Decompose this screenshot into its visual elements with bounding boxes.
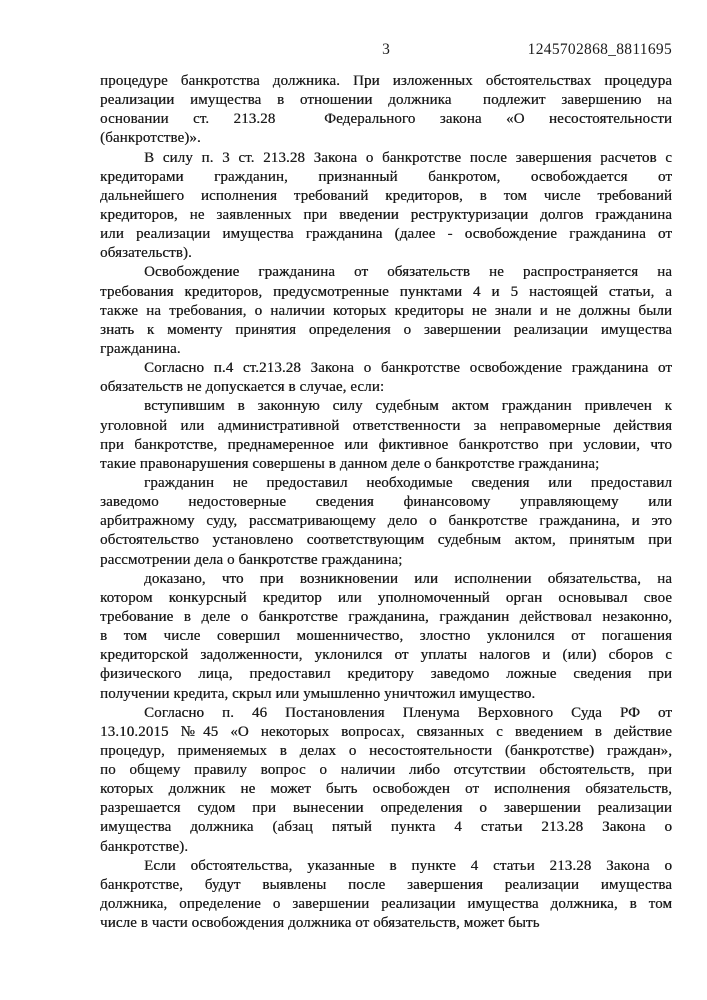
paragraph — [100, 397, 672, 474]
document-line: 13.10.2015 №45 «О некоторых вопросах, связанных с введением в действие — [100, 723, 672, 740]
document-line: (банкротстве)». — [100, 130, 201, 147]
document-line: котором конкурсный кредитор или уполномоченный орган основывал свое — [100, 589, 672, 606]
document-line: Согласно п. 46 Постановления Пленума Верховного Суда РФ от — [144, 704, 672, 721]
document-line: такие правонарушения совершены в данном деле о банкротстве гражданина; — [100, 455, 600, 472]
document-line: знать к моменту принятия определения о завершении реализации имущества — [100, 321, 672, 338]
document-line: имущества должника (абзац пятый пункта 4 статьи 213.28 Закона о — [100, 819, 672, 836]
document-line: обязательств не допускается в случае, если: — [100, 379, 385, 396]
document-line: вступившим в законную силу судебным актом гражданин привлечен к — [144, 398, 672, 415]
paragraph — [100, 857, 672, 934]
document-line: в том числе совершил мошенничество, злостно уклонился от погашения — [100, 628, 672, 645]
paragraph — [100, 704, 672, 857]
document-line: по общему правилу вопрос о наличии либо отсутствии обстоятельств, при — [100, 762, 672, 779]
document-line: гражданина. — [100, 340, 181, 357]
paragraph — [100, 149, 672, 264]
document-line: дальнейшего исполнения требований кредиторов, в том числе требований — [100, 187, 672, 204]
paragraph — [100, 570, 672, 704]
document-line: банкротстве). — [100, 838, 189, 855]
document-line: должника, определение о завершении реализации имущества должника, в том — [100, 896, 672, 913]
paragraph — [100, 72, 672, 149]
document-line: кредиторов, не заявленных при введении реструктуризации долгов гражданина — [100, 206, 672, 223]
document-line: рассмотрении дела о банкротстве гражданина; — [100, 551, 403, 568]
document-line: при банкротстве, преднамеренное или фиктивное банкротство при условии, что — [100, 436, 672, 453]
document-line: Если обстоятельства, указанные в пункте 4 статьи 213.28 Закона о — [144, 857, 672, 874]
document-line: арбитражному суду, рассматривающему дело о банкротстве гражданина, и это — [100, 513, 672, 530]
document-line: числе в части освобождения должника от обязательств, может быть — [100, 915, 540, 932]
document-line: процедуре банкротства должника. При изложенных обстоятельствах процедура — [100, 73, 672, 89]
document-body — [100, 72, 672, 933]
document-line: требования кредиторов, предусмотренные пунктами 4 и 5 настоящей статьи, а — [100, 283, 672, 300]
document-line: Согласно п.4 ст.213.28 Закона о банкротстве освобождение гражданина от — [144, 360, 672, 377]
document-line: уголовной или административной ответственности за неправомерные действия — [100, 417, 672, 434]
paragraph — [100, 263, 672, 359]
paragraph — [100, 359, 672, 397]
page-number: 3 — [382, 41, 390, 58]
document-line: которых должник не может быть освобожден от исполнения обязательств, — [100, 781, 672, 798]
document-line: получении кредита, скрыл или умышленно уничтожил имущество. — [100, 685, 536, 702]
document-line: гражданин не предоставил необходимые сведения или предоставил — [144, 474, 672, 491]
document-line: Освобождение гражданина от обязательств не распространяется на — [144, 264, 672, 281]
document-line: банкротстве, будут выявлены после завершения реализации имущества — [100, 876, 672, 893]
document-line: основании ст. 213.28 Федерального закона «О несостоятельности — [100, 111, 672, 128]
document-line: доказано, что при возникновении или исполнении обязательства, на — [144, 570, 672, 587]
document-line: реализации имущества в отношении должника подлежит завершению на — [100, 92, 672, 109]
document-line: процедур, применяемых в делах о несостоятельности (банкротстве) граждан», — [100, 742, 672, 759]
document-line: заведомо недостоверные сведения финансовому управляющему или — [100, 494, 672, 511]
document-line: физического лица, предоставил кредитору заведомо ложные сведения при — [100, 666, 672, 683]
document-line: кредиторами гражданин, признанный банкротом, освобождается от — [100, 168, 672, 185]
document-line: также на требования, о наличии которых кредиторы не знали и не должны были — [100, 302, 672, 319]
document-line: кредиторской задолженности, уклонился от уплаты налогов и (или) сборов с — [100, 647, 672, 664]
paragraph — [100, 474, 672, 570]
document-id: 1245702868_8811695 — [527, 41, 672, 58]
document-line: разрешается судом при вынесении определения о завершении реализации — [100, 800, 672, 817]
document-line: обязательств). — [100, 245, 192, 262]
document-line: обстоятельство установлено соответствующим судебным актом, принятым при — [100, 532, 672, 549]
document-line: В силу п. 3 ст. 213.28 Закона о банкротстве после завершения расчетов с — [144, 149, 672, 166]
page-header — [100, 41, 672, 58]
document-line: или реализации имущества гражданина (далее - освобождение гражданина от — [100, 226, 672, 243]
document-line: требование в деле о банкротстве гражданина, гражданин действовал незаконно, — [100, 608, 672, 625]
